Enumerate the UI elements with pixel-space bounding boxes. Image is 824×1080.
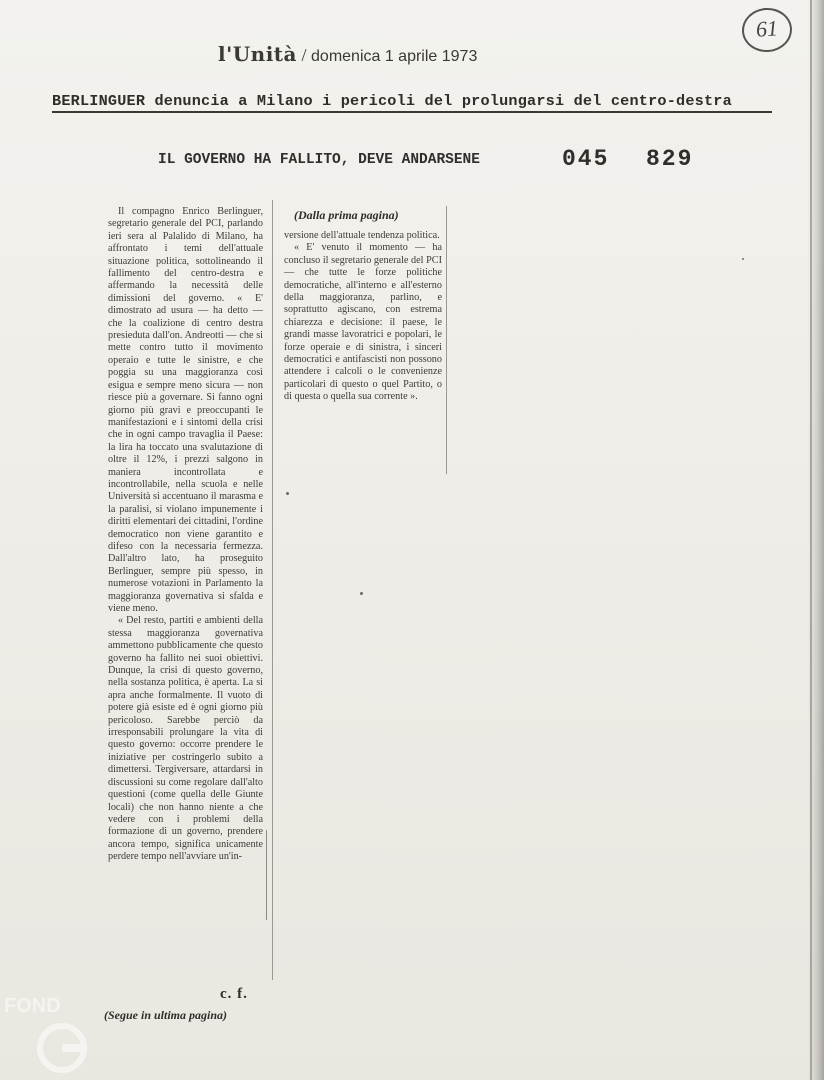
watermark-text: FOND — [4, 995, 61, 1017]
column-divider-mark — [266, 830, 267, 920]
publication-date: domenica 1 aprile 1973 — [311, 48, 478, 65]
archive-watermark-logo — [0, 990, 140, 1080]
paper-speck — [360, 592, 363, 595]
author-signature: c. f. — [220, 986, 248, 1002]
paper-speck — [742, 258, 744, 260]
continuation-note: (Segue in ultima pagina) — [104, 1008, 228, 1022]
page-number-stamp: 61 — [741, 6, 794, 53]
column-divider — [272, 200, 273, 980]
continuation-label: (Dalla prima pagina) — [294, 208, 399, 222]
archive-code-2: 829 — [646, 146, 694, 172]
article-paragraph: versione dell'attuale tendenza politica. — [284, 230, 440, 241]
newspaper-name: l'Unità — [218, 42, 297, 66]
article-paragraph: « Del resto, partiti e ambienti della stessa maggioranza governativa ammettono pubblicamente che questo governo ha fallito nei suoi obiettivi. Dunque, la crisi di questo governo, nella sostanza politica, è aperta. La si apra anche formalmente. Il vuoto di potere già esiste ed è ogni giorno più pericoloso. Sarebbe perciò da irresponsabili prolungare la vita di questo governo: occorre prendere le iniziative per costringerlo subito a dimettersi. Tergiversare, attardarsi in discussioni su come regolare dall'alto questioni (come quella delle Giunte locali) che non hanno niente a che vedere con i problemi della formazione di un governo, prendere ancora tempo, significa unicamente perdere tempo nell'avviare un'in- — [108, 615, 263, 863]
masthead — [218, 42, 477, 66]
subheadline: IL GOVERNO HA FALLITO, DEVE ANDARSENE — [158, 152, 480, 168]
paper-speck — [286, 492, 289, 495]
masthead-separator: / — [301, 45, 307, 65]
watermark-bar — [62, 1044, 82, 1052]
article-paragraph: Il compagno Enrico Berlinguer, segretario generale del PCI, parlando ieri sera al Palalido di Milano, ha affrontato i temi dell'attuale situazione politica, sottolineando il fallimento del centro-destra e affermando la necessità delle dimissioni del governo. « E' dimostrato ad usura — ha detto — che la coalizione di centro destra presieduta dall'on. Andreotti — che si mette contro tutto il movimento operaio e tutte le sinistre, e che poggia su una maggioranza così esigua e sempre meno sicura — non riesce più a governare. Si fanno ogni giorno più gravi e preoccupanti le manifestazioni e i sintomi della crisi che in ogni campo travaglia il Paese: la lira ha toccato una svalutazione di oltre il 12%, i prezzi salgono in maniera incontrollata e incontrollabile, nella scuola e nelle Università si accentuano il marasma e la paralisi, si violano impunemente i diritti elementari dei cittadini, l'ordine democratico non viene garantito e difeso con la necessaria fermezza. Dall'altro lato, ha proseguito Berlinguer, sempre più spesso, in numerose votazioni in Parlamento la maggioranza governativa si sfalda e viene meno. — [108, 206, 263, 614]
page-edge-rule — [810, 0, 812, 1080]
column-divider-right — [446, 206, 447, 474]
archive-code-1: 045 — [562, 146, 610, 172]
article-column-left — [108, 206, 263, 864]
article-column-right — [284, 230, 442, 404]
headline: BERLINGUER denuncia a Milano i pericoli del prolungarsi del centro-destra — [52, 92, 772, 113]
article-paragraph: « E' venuto il momento — ha concluso il segretario generale del PCI — che tutte le forze politiche democratiche, all'interno e all'esterno della maggioranza, parlino, e soprattutto agiscano, con estrema chiarezza e decisione: il paese, le grandi masse lavoratrici e popolari, le forze operaie e di sinistra, i sinceri democratici e antifascisti non possono attendere i calcoli o le convenienze particolari di questo o quel Partito, o di questa o quella sua corrente ». — [284, 242, 442, 403]
